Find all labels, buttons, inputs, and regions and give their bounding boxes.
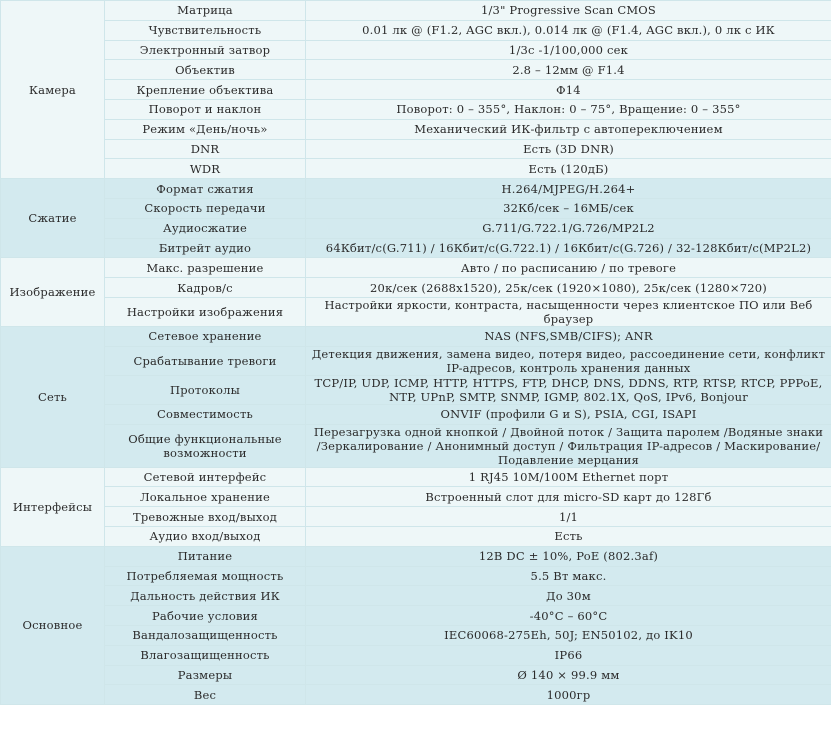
table-row bbox=[1, 218, 831, 238]
table-row bbox=[1, 606, 831, 626]
value-cell: TCP/IP, UDP, ICMP, HTTP, HTTPS, FTP, DHCP, DNS, DDNS, RTP, RTSP, RTCP, PPPoE, NTP, UPnP, SMTP, SNMP, IGMP, 802.1X, QoS, IPv6, Bonjour bbox=[306, 375, 831, 404]
table-row bbox=[1, 60, 831, 80]
spec-group bbox=[1, 179, 831, 258]
value-cell: G.711/G.722.1/G.726/MP2L2 bbox=[306, 218, 831, 238]
value-cell: H.264/MJPEG/H.264+ bbox=[306, 179, 831, 199]
value-cell: NAS (NFS,SMB/CIFS); ANR bbox=[306, 326, 831, 346]
parameter-cell: Аудиосжатие bbox=[105, 218, 306, 238]
parameter-cell: Чувствительность bbox=[105, 20, 306, 40]
parameter-cell: Общие функциональные возможности bbox=[105, 424, 306, 467]
table-row bbox=[1, 278, 831, 298]
value-cell: До 30м bbox=[306, 586, 831, 606]
category-cell: Сеть bbox=[1, 326, 105, 467]
value-cell: Есть (120дБ) bbox=[306, 159, 831, 179]
value-cell: Детекция движения, замена видео, потеря видео, рассоединение сети, конфликт IP-адресов, контроль хранения данных bbox=[306, 346, 831, 375]
table-row bbox=[1, 1, 831, 21]
value-cell: Поворот: 0 – 355°, Наклон: 0 – 75°, Вращение: 0 – 355° bbox=[306, 99, 831, 119]
parameter-cell: Влагозащищенность bbox=[105, 645, 306, 665]
value-cell: Настройки яркости, контраста, насыщенности через клиентское ПО или Веб браузер bbox=[306, 297, 831, 326]
table-row bbox=[1, 159, 831, 179]
parameter-cell: Объектив bbox=[105, 60, 306, 80]
table-row bbox=[1, 526, 831, 546]
value-cell: Встроенный слот для micro-SD карт до 128Гб bbox=[306, 487, 831, 507]
parameter-cell: Совместимость bbox=[105, 404, 306, 424]
table-row bbox=[1, 625, 831, 645]
parameter-cell: Скорость передачи bbox=[105, 198, 306, 218]
value-cell: Есть bbox=[306, 526, 831, 546]
value-cell: 1 RJ45 10M/100M Ethernet порт bbox=[306, 467, 831, 487]
table-row bbox=[1, 198, 831, 218]
value-cell: Авто / по расписанию / по тревоге bbox=[306, 258, 831, 278]
parameter-cell: Электронный затвор bbox=[105, 40, 306, 60]
value-cell: 1000гр bbox=[306, 685, 831, 705]
category-cell: Основное bbox=[1, 546, 105, 704]
value-cell: 32Кб/сек – 16МБ/сек bbox=[306, 198, 831, 218]
table-row bbox=[1, 566, 831, 586]
parameter-cell: Тревожные вход/выход bbox=[105, 507, 306, 527]
parameter-cell: Крепление объектива bbox=[105, 80, 306, 100]
category-cell: Изображение bbox=[1, 258, 105, 327]
table-row bbox=[1, 507, 831, 527]
value-cell: 1/3" Progressive Scan CMOS bbox=[306, 1, 831, 21]
parameter-cell: Протоколы bbox=[105, 375, 306, 404]
value-cell: Φ14 bbox=[306, 80, 831, 100]
table-row bbox=[1, 20, 831, 40]
table-row bbox=[1, 586, 831, 606]
value-cell: Есть (3D DNR) bbox=[306, 139, 831, 159]
spec-group bbox=[1, 258, 831, 327]
parameter-cell: Рабочие условия bbox=[105, 606, 306, 626]
table-row bbox=[1, 139, 831, 159]
table-row bbox=[1, 665, 831, 685]
parameter-cell: Размеры bbox=[105, 665, 306, 685]
table-row bbox=[1, 119, 831, 139]
category-cell: Интерфейсы bbox=[1, 467, 105, 546]
value-cell: 20к/сек (2688x1520), 25к/сек (1920×1080), 25к/сек (1280×720) bbox=[306, 278, 831, 298]
category-cell: Камера bbox=[1, 1, 105, 179]
table-row bbox=[1, 645, 831, 665]
value-cell: Ø 140 × 99.9 мм bbox=[306, 665, 831, 685]
parameter-cell: DNR bbox=[105, 139, 306, 159]
table-row bbox=[1, 404, 831, 424]
table-row bbox=[1, 375, 831, 404]
value-cell: ONVIF (профили G и S), PSIA, CGI, ISAPI bbox=[306, 404, 831, 424]
parameter-cell: Питание bbox=[105, 546, 306, 566]
parameter-cell: Вес bbox=[105, 685, 306, 705]
spec-group bbox=[1, 1, 831, 179]
value-cell: 12В DC ± 10%, PoE (802.3af) bbox=[306, 546, 831, 566]
value-cell: Перезагрузка одной кнопкой / Двойной поток / Защита паролем /Водяные знаки /Зеркалирование / Анонимный доступ / Фильтрация IP-адресов / Маскирование/ Подавление мерцания bbox=[306, 424, 831, 467]
table-row bbox=[1, 80, 831, 100]
value-cell: IEC60068-275Eh, 50J; EN50102, до IK10 bbox=[306, 625, 831, 645]
value-cell: 5.5 Вт макс. bbox=[306, 566, 831, 586]
parameter-cell: Аудио вход/выход bbox=[105, 526, 306, 546]
parameter-cell: Битрейт аудио bbox=[105, 238, 306, 258]
table-row bbox=[1, 179, 831, 199]
value-cell: 1/3с -1/100,000 сек bbox=[306, 40, 831, 60]
table-row bbox=[1, 258, 831, 278]
spec-group bbox=[1, 326, 831, 467]
parameter-cell: WDR bbox=[105, 159, 306, 179]
parameter-cell: Срабатывание тревоги bbox=[105, 346, 306, 375]
table-row bbox=[1, 424, 831, 467]
spec-group bbox=[1, 467, 831, 546]
value-cell: -40°C – 60°C bbox=[306, 606, 831, 626]
table-row bbox=[1, 487, 831, 507]
parameter-cell: Локальное хранение bbox=[105, 487, 306, 507]
spec-group bbox=[1, 546, 831, 704]
parameter-cell: Настройки изображения bbox=[105, 297, 306, 326]
parameter-cell: Макс. разрешение bbox=[105, 258, 306, 278]
table-row bbox=[1, 346, 831, 375]
table-row bbox=[1, 99, 831, 119]
category-cell: Сжатие bbox=[1, 179, 105, 258]
value-cell: 64Кбит/с(G.711) / 16Кбит/с(G.722.1) / 16Кбит/с(G.726) / 32-128Кбит/с(MP2L2) bbox=[306, 238, 831, 258]
table-row bbox=[1, 40, 831, 60]
table-row bbox=[1, 685, 831, 705]
parameter-cell: Сетевое хранение bbox=[105, 326, 306, 346]
parameter-cell: Сетевой интерфейс bbox=[105, 467, 306, 487]
value-cell: 2.8 – 12мм @ F1.4 bbox=[306, 60, 831, 80]
parameter-cell: Поворот и наклон bbox=[105, 99, 306, 119]
value-cell: 0.01 лк @ (F1.2, AGC вкл.), 0.014 лк @ (F1.4, AGC вкл.), 0 лк с ИК bbox=[306, 20, 831, 40]
table-row bbox=[1, 238, 831, 258]
value-cell: Механический ИК-фильтр с автопереключением bbox=[306, 119, 831, 139]
parameter-cell: Матрица bbox=[105, 1, 306, 21]
table-row bbox=[1, 467, 831, 487]
parameter-cell: Режим «День/ночь» bbox=[105, 119, 306, 139]
parameter-cell: Вандалозащищенность bbox=[105, 625, 306, 645]
value-cell: IP66 bbox=[306, 645, 831, 665]
table-row bbox=[1, 326, 831, 346]
table-row bbox=[1, 297, 831, 326]
table-row bbox=[1, 546, 831, 566]
parameter-cell: Потребляемая мощность bbox=[105, 566, 306, 586]
parameter-cell: Кадров/с bbox=[105, 278, 306, 298]
parameter-cell: Формат сжатия bbox=[105, 179, 306, 199]
value-cell: 1/1 bbox=[306, 507, 831, 527]
parameter-cell: Дальность действия ИК bbox=[105, 586, 306, 606]
